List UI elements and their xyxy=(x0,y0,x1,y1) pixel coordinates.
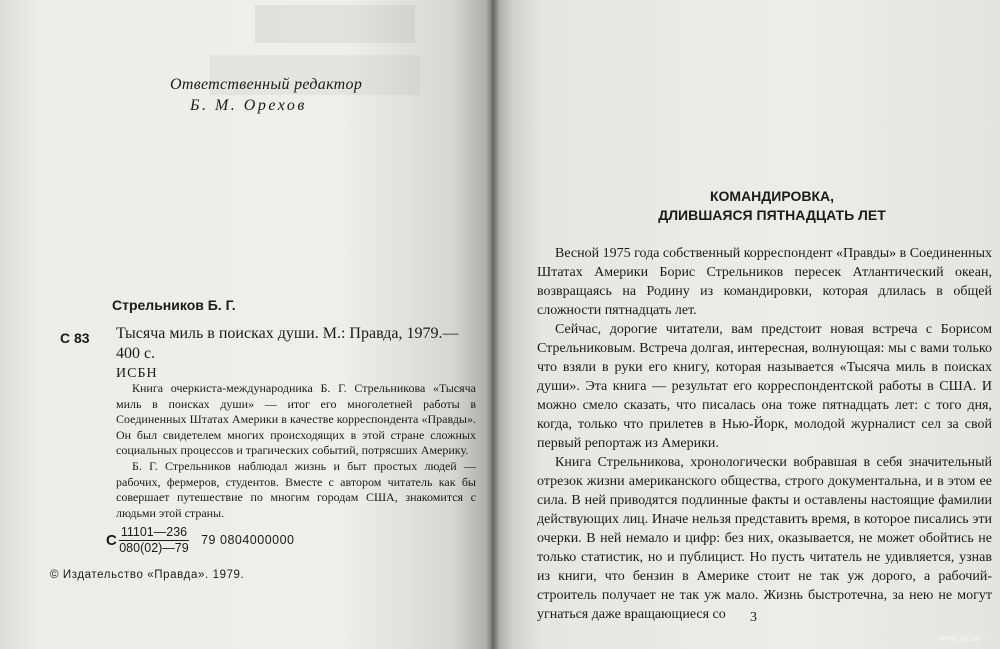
left-page xyxy=(0,0,492,649)
watermark: www.ay.by xyxy=(938,633,981,643)
book-gutter xyxy=(486,0,500,649)
show-through-print xyxy=(80,0,410,150)
editor-name: Б. М. Орехов xyxy=(190,97,307,114)
index-prefix: С xyxy=(106,532,117,549)
editor-role: Ответственный редактор xyxy=(170,76,363,93)
copyright-line: © Издательство «Правда». 1979. xyxy=(50,569,245,581)
annotation-paragraph: Книга очеркиста-международника Б. Г. Стрельникова «Тысяча миль в поисках души» — итог его многолетней работы в Соединенных Штатах Америки в качестве корреспондента «Правды». Он был свидетелем многих происходящих в этой стране сложных социальных процессов и трагических событий, потрясших Америку. xyxy=(116,381,476,458)
author-heading: Стрельников Б. Г. xyxy=(112,297,236,313)
bibliographic-reference: Тысяча миль в поисках души. М.: Правда, 1979.— 400 с. xyxy=(116,325,459,362)
body-paragraph: Сейчас, дорогие читатели, вам предстоит новая встреча с Борисом Стрельниковым. Встреча долгая, интересная, волнующая: мы с вами только что взяли в руки его книгу, которая называется «Тысяча миль в поисках души». Эта книга — результат его корреспондентской работы в США. И можно смело сказать, что писалась она тоже пятнадцать лет: с того дня, когда, только что прилетев в Нью-Йорк, молодой журналист сел за свой первый репортаж из Америки. xyxy=(537,322,992,451)
catalog-code: С 83 xyxy=(60,330,90,346)
index-denominator: 080(02)—79 xyxy=(119,541,189,555)
annotation xyxy=(116,381,476,521)
chapter-title xyxy=(552,187,992,225)
index-numerator: 11101—236 xyxy=(120,525,188,539)
index-fraction xyxy=(119,525,189,556)
index-rest: 79 0804000000 xyxy=(201,533,295,547)
page-number: 3 xyxy=(750,610,757,625)
chapter-body xyxy=(537,244,992,624)
annotation-paragraph: Б. Г. Стрельников наблюдал жизнь и быт простых людей — рабочих, фермеров, студентов. Вместе с автором читатель как бы совершает путешествие по многим городам США, знакомится с людьми этой страны. xyxy=(116,458,476,520)
isbn-label: ИСБН xyxy=(116,366,158,381)
publication-index xyxy=(106,525,295,556)
body-paragraph: Весной 1975 года собственный корреспондент «Правды» в Соединенных Штатах Америки Борис Стрельников пересек Атлантический океан, возвращаясь на Родину из командировки, которая длилась в общей сложности пятнадцать лет. xyxy=(537,246,992,318)
body-paragraph: Книга Стрельникова, хронологически вобравшая в себя значительный отрезок жизни американского общества, строго документальна, и в этом ее сила. В ней приводятся подлинные факты и оставлены настоящие фамилии действующих лиц. Иначе нельзя представить время, в которое писались эти очерки. В ней немало и цифр: без них, оказывается, не может обойтись не только статистик, но и публицист. Но пусть читатель не удивляется, узнав из книги, что бензин в Америке стоит не так уж дорого, а рабочий-строитель получает не так уж мало. Жизнь быстротечна, за нею не могут угнаться даже вращающиеся со xyxy=(537,455,992,622)
chapter-title-line: КОМАНДИРОВКА, xyxy=(709,188,835,204)
right-page xyxy=(492,0,1000,649)
chapter-title-line: ДЛИВШАЯСЯ ПЯТНАДЦАТЬ ЛЕТ xyxy=(658,207,886,223)
